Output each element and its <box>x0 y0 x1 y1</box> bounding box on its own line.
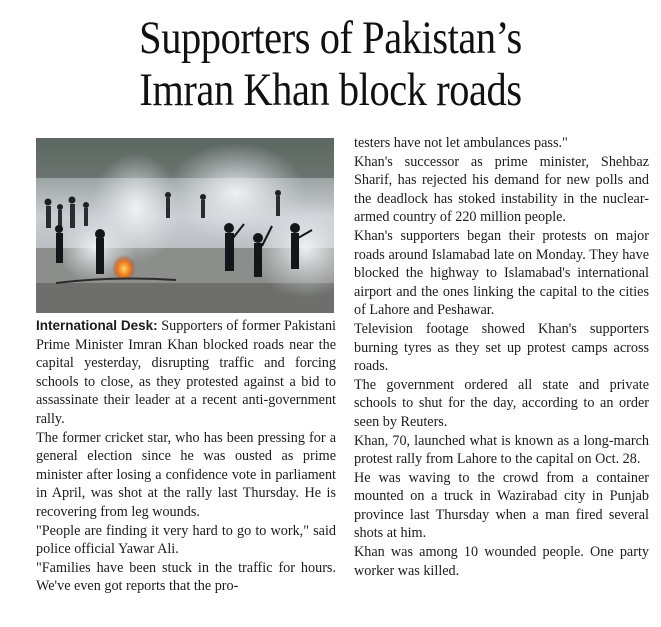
headline <box>46 12 614 116</box>
protest-photo-image <box>36 138 334 313</box>
headline-line-2: Imran Khan block roads <box>139 64 522 116</box>
body-paragraph: Khan's supporters began their protests on major roads around Islamabad late on Monday. They have blocked the highway to Islamabad's international airport and the ones linking the capital to the cities of Lahore and Peshawar. <box>354 227 649 319</box>
left-column <box>36 317 336 596</box>
body-paragraph: He was waving to the crowd from a container mounted on a truck in Wazirabad city in Punjab province last Thursday when a man fired several shots at him. <box>354 469 649 542</box>
right-column <box>354 134 649 580</box>
dateline: International Desk: <box>36 318 158 333</box>
body-paragraph: testers have not let ambulances pass." <box>354 135 568 151</box>
protest-photo <box>36 138 334 313</box>
body-paragraph: Television footage showed Khan's supporters burning tyres as they set up protest camps across roads. <box>354 320 649 375</box>
body-paragraph: Khan was among 10 wounded people. One party worker was killed. <box>354 544 649 579</box>
body-paragraph: The former cricket star, who has been pressing for a general election since he was ousted as prime minister after losing a confidence vote in parliament in April, was shot at the rally last Thursday. He is recovering from leg wounds. <box>36 429 336 520</box>
body-paragraph: "Families have been stuck in the traffic for hours. We've even got reports that the pro- <box>36 559 336 595</box>
body-paragraph: Khan, 70, launched what is known as a long-march protest rally from Lahore to the capital on Oct. 28. <box>354 432 649 468</box>
lead-paragraph <box>36 317 336 429</box>
headline-line-1: Supporters of Pakistan’s <box>139 12 522 64</box>
body-paragraph: The government ordered all state and private schools to shut for the day, according to an order seen by Reuters. <box>354 376 649 430</box>
lead-text: Supporters of former Pakistani Prime Minister Imran Khan blocked roads near the capital yesterday, disrupting traffic and forcing schools to close, as they protested against a bid to assassinate their leader at a recent anti-government rally. <box>36 318 336 427</box>
body-paragraph: "People are finding it very hard to go to work," said police official Yawar Ali. <box>36 522 336 558</box>
body-paragraph: Khan's successor as prime minister, Shehbaz Sharif, has rejected his demand for new polls and the deadlock has stoked instability in the nuclear-armed country of 220 million people. <box>354 153 649 226</box>
